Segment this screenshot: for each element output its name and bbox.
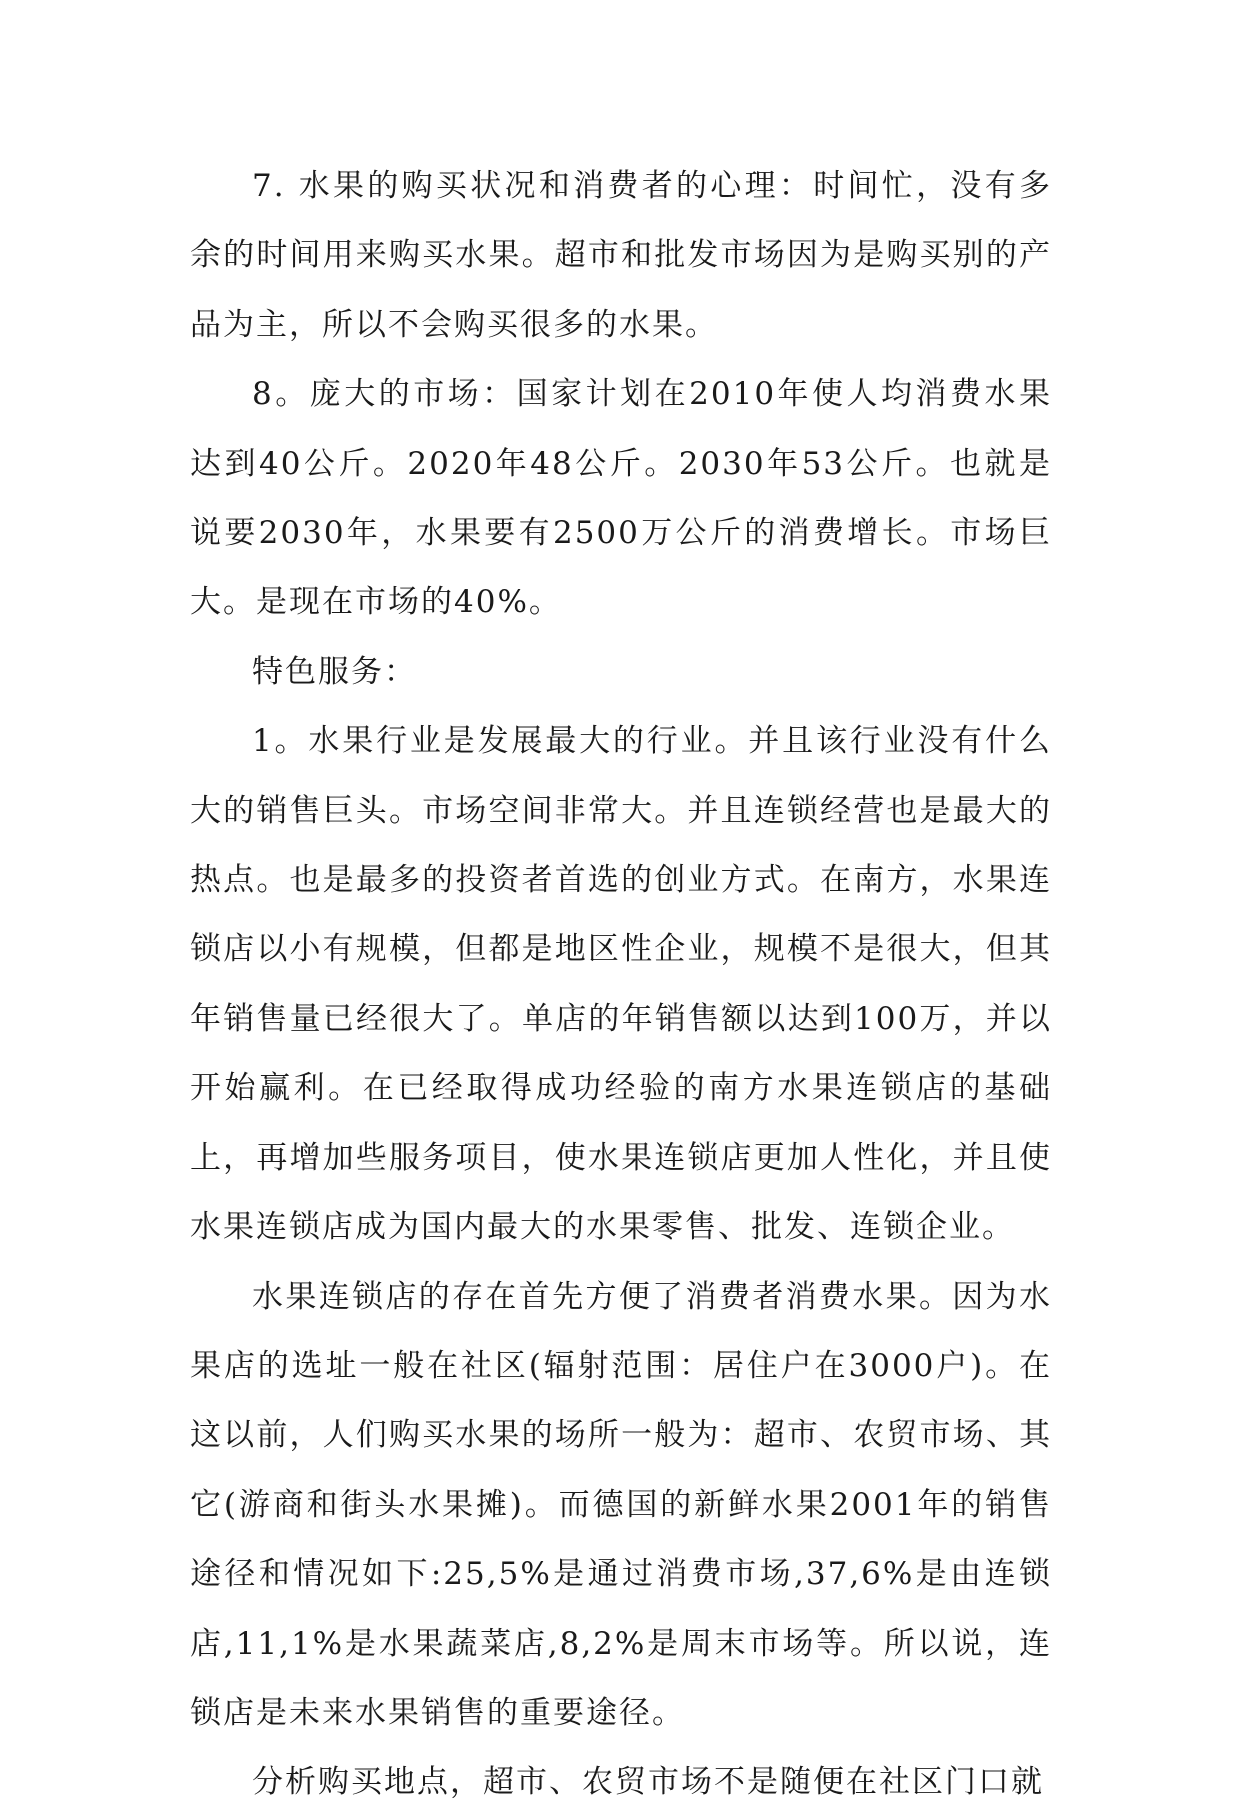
- section-heading-special-services: 特色服务：: [252, 653, 417, 690]
- paragraph-huge-market: 8。庞大的市场：国家计划在2010年使人均消费水果达到40公斤。2020年48公斤。2030年53公斤。也就是说要2030年，水果要有2500万公斤的消费增长。市场巨大。是现在市场的40%。: [190, 376, 1052, 621]
- paragraph-chain-store-convenience: 水果连锁店的存在首先方便了消费者消费水果。因为水果店的选址一般在社区(辐射范围：居住户在3000户)。在这以前，人们购买水果的场所一般为：超市、农贸市场、其它(游商和街头水果摊)。而德国的新鲜水果2001年的销售途径和情况如下:25,5%是通过消费市场,37,6%是由连锁店,11,1%是水果蔬菜店,8,2%是周末市场等。所以说，连锁店是未来水果销售的重要途径。: [190, 1278, 1052, 1731]
- document-body: [190, 152, 1052, 1818]
- paragraph-industry-development: 1。水果行业是发展最大的行业。并且该行业没有什么大的销售巨头。市场空间非常大。并且连锁经营也是最大的热点。也是最多的投资者首选的创业方式。在南方，水果连锁店以小有规模，但都是地区性企业，规模不是很大，但其年销售量已经很大了。单店的年销售额以达到100万，并以开始赢利。在已经取得成功经验的南方水果连锁店的基础上，再增加些服务项目，使水果连锁店更加人性化，并且使水果连锁店成为国内最大的水果零售、批发、连锁企业。: [190, 723, 1052, 1246]
- paragraph-purchase-location-analysis: 分析购买地点，超市、农贸市场不是随便在社区门口就: [252, 1764, 1044, 1801]
- paragraph-purchase-psychology: 7. 水果的购买状况和消费者的心理：时间忙，没有多余的时间用来购买水果。超市和批发市场因为是购买别的产品为主，所以不会购买很多的水果。: [190, 168, 1052, 343]
